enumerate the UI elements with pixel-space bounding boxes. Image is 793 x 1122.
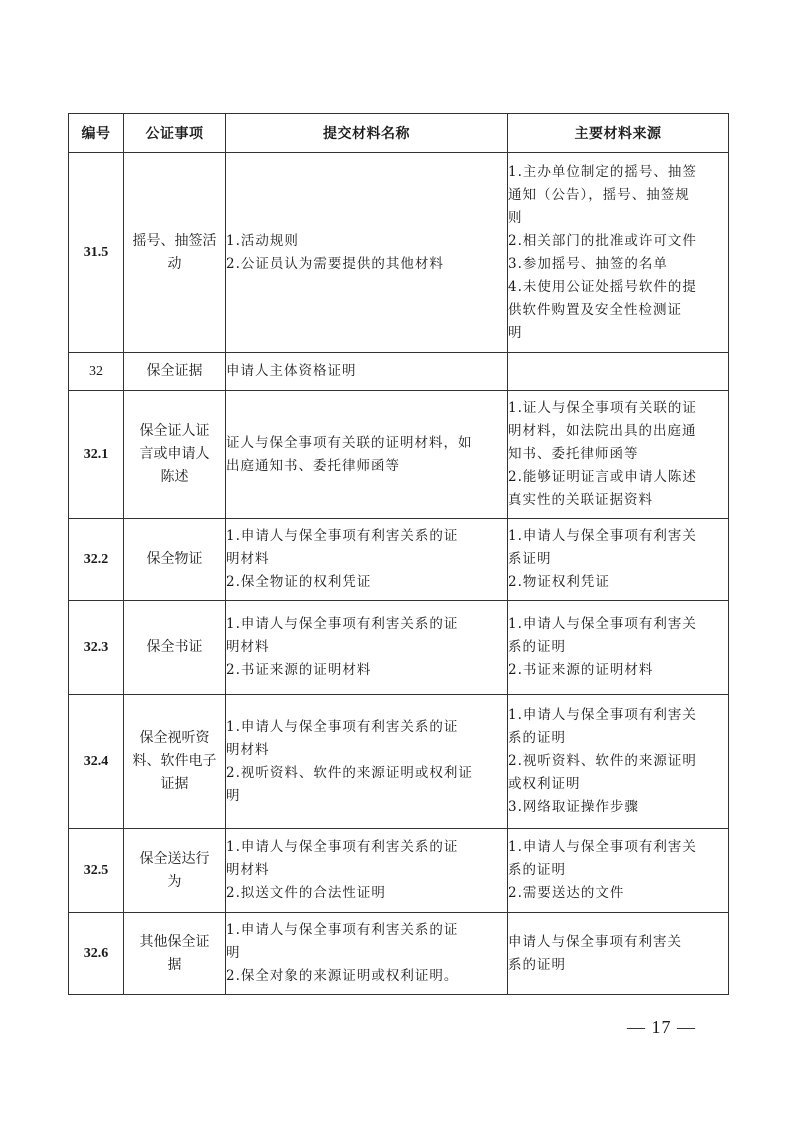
material-line: 明材料 bbox=[226, 862, 270, 878]
notarization-materials-table bbox=[68, 113, 729, 995]
item-line: 动 bbox=[167, 255, 182, 272]
materials-cell bbox=[226, 391, 508, 519]
header-number: 编号 bbox=[69, 114, 124, 153]
item-line: 保全视听资 bbox=[139, 730, 210, 746]
materials-cell bbox=[226, 519, 508, 601]
material-line: 1.申请人与保全事项有利害关系的证 bbox=[226, 528, 459, 544]
source-line: 通知（公告），摇号、抽签规 bbox=[508, 186, 690, 203]
table-row bbox=[69, 391, 729, 519]
material-line: 2.保全对象的来源证明或权利证明。 bbox=[226, 968, 459, 984]
table-row bbox=[69, 829, 729, 913]
source-line: 明材料，如法院出具的出庭通 bbox=[508, 423, 697, 439]
header-materials: 提交材料名称 bbox=[226, 114, 508, 153]
sources-cell bbox=[508, 913, 729, 995]
table-row bbox=[69, 519, 729, 601]
material-line: 1.申请人与保全事项有利害关系的证 bbox=[226, 616, 459, 632]
material-line: 明材料 bbox=[226, 741, 270, 758]
sources-cell bbox=[508, 391, 729, 519]
material-line: 2.视听资料、软件的来源证明或权利证 bbox=[226, 764, 473, 781]
source-line: 1.申请人与保全事项有利害关 bbox=[508, 839, 697, 855]
source-line: 2.书证来源的证明材料 bbox=[508, 662, 654, 678]
material-line: 2.保全物证的权利凭证 bbox=[226, 574, 372, 590]
row-number: 31.5 bbox=[69, 153, 124, 353]
material-line: 1.申请人与保全事项有利害关系的证 bbox=[226, 839, 459, 855]
notary-item bbox=[124, 519, 226, 601]
page-number: — 17 — bbox=[627, 1017, 696, 1037]
source-line: 系的证明 bbox=[508, 730, 566, 746]
material-line: 1.活动规则 bbox=[226, 232, 299, 249]
row-number: 32.2 bbox=[69, 519, 124, 601]
source-line: 3.参加摇号、抽签的名单 bbox=[508, 255, 668, 272]
row-number: 32.3 bbox=[69, 601, 124, 695]
item-line: 保全证据 bbox=[146, 363, 203, 379]
sources-cell bbox=[508, 153, 729, 353]
sources-cell bbox=[508, 829, 729, 913]
materials-cell bbox=[226, 829, 508, 913]
material-line: 明 bbox=[226, 945, 241, 961]
source-line: 则 bbox=[508, 209, 523, 226]
material-line: 明材料 bbox=[226, 551, 270, 567]
table-row bbox=[69, 353, 729, 391]
source-line: 2.能够证明证言或申请人陈述 bbox=[508, 469, 697, 485]
row-number: 32.4 bbox=[69, 695, 124, 829]
source-line: 明 bbox=[508, 324, 523, 341]
item-line: 料、软件电子 bbox=[132, 753, 217, 769]
source-line: 2.相关部门的批准或许可文件 bbox=[508, 232, 697, 249]
item-line: 陈述 bbox=[160, 469, 189, 485]
source-line: 1.证人与保全事项有关联的证 bbox=[508, 400, 697, 416]
header-sources: 主要材料来源 bbox=[508, 114, 729, 153]
material-line: 明材料 bbox=[226, 639, 270, 655]
notary-item bbox=[124, 153, 226, 353]
notary-item bbox=[124, 695, 226, 829]
row-number: 32.1 bbox=[69, 391, 124, 519]
table-row bbox=[69, 913, 729, 995]
notary-item bbox=[124, 353, 226, 391]
material-line: 2.公证员认为需要提供的其他材料 bbox=[226, 255, 444, 272]
table-row bbox=[69, 601, 729, 695]
source-line: 3.网络取证操作步骤 bbox=[508, 799, 639, 815]
source-line: 2.需要送达的文件 bbox=[508, 885, 625, 901]
source-line: 系的证明 bbox=[508, 639, 566, 655]
header-notary-item: 公证事项 bbox=[124, 114, 226, 153]
item-line: 证据 bbox=[160, 776, 189, 792]
source-line: 系的证明 bbox=[508, 862, 566, 878]
notary-item bbox=[124, 391, 226, 519]
source-line: 2.视听资料、软件的来源证明 bbox=[508, 753, 697, 769]
sources-cell bbox=[508, 695, 729, 829]
notary-item bbox=[124, 601, 226, 695]
item-line: 据 bbox=[167, 956, 182, 973]
item-line: 保全送达行 bbox=[139, 850, 210, 867]
material-line: 证人与保全事项有关联的证明材料，如 bbox=[226, 434, 473, 451]
sources-cell bbox=[508, 353, 729, 391]
row-number: 32 bbox=[69, 353, 124, 391]
sources-cell bbox=[508, 601, 729, 695]
sources-cell bbox=[508, 519, 729, 601]
source-line: 系证明 bbox=[508, 551, 552, 567]
source-line: 1.主办单位制定的摇号、抽签 bbox=[508, 163, 697, 180]
item-line: 保全书证 bbox=[146, 639, 203, 655]
notary-item bbox=[124, 829, 226, 913]
source-line: 知书、委托律师函等 bbox=[508, 446, 639, 462]
materials-cell bbox=[226, 601, 508, 695]
notary-item bbox=[124, 913, 226, 995]
item-line: 保全物证 bbox=[146, 551, 203, 567]
source-line: 1.申请人与保全事项有利害关 bbox=[508, 707, 697, 723]
source-line: 4.未使用公证处摇号软件的提 bbox=[508, 278, 697, 295]
material-line: 申请人主体资格证明 bbox=[226, 363, 357, 379]
materials-cell bbox=[226, 153, 508, 353]
row-number: 32.5 bbox=[69, 829, 124, 913]
material-line: 1.申请人与保全事项有利害关系的证 bbox=[226, 922, 459, 938]
row-number: 32.6 bbox=[69, 913, 124, 995]
source-line: 1.申请人与保全事项有利害关 bbox=[508, 528, 697, 544]
material-line: 出庭通知书、委托律师函等 bbox=[226, 457, 400, 474]
source-line: 供软件购置及安全性检测证 bbox=[508, 301, 682, 318]
materials-cell bbox=[226, 353, 508, 391]
material-line: 1.申请人与保全事项有利害关系的证 bbox=[226, 718, 459, 735]
source-line: 或权利证明 bbox=[508, 776, 581, 792]
item-line: 摇号、抽签活 bbox=[132, 232, 217, 249]
table-row bbox=[69, 695, 729, 829]
source-line: 1.申请人与保全事项有利害关 bbox=[508, 616, 697, 632]
source-line: 2.物证权利凭证 bbox=[508, 574, 610, 590]
item-line: 其他保全证 bbox=[139, 933, 210, 950]
item-line: 保全证人证 bbox=[139, 423, 210, 439]
source-line: 系的证明 bbox=[508, 956, 566, 973]
item-line: 为 bbox=[167, 873, 182, 890]
materials-cell bbox=[226, 695, 508, 829]
source-line: 真实性的关联证据资料 bbox=[508, 492, 653, 508]
item-line: 言或申请人 bbox=[139, 446, 210, 462]
material-line: 2.拟送文件的合法性证明 bbox=[226, 885, 386, 901]
source-line: 申请人与保全事项有利害关 bbox=[508, 933, 682, 950]
table-row bbox=[69, 153, 729, 353]
materials-cell bbox=[226, 913, 508, 995]
table-header-row bbox=[69, 114, 729, 153]
material-line: 明 bbox=[226, 787, 241, 804]
material-line: 2.书证来源的证明材料 bbox=[226, 662, 372, 678]
